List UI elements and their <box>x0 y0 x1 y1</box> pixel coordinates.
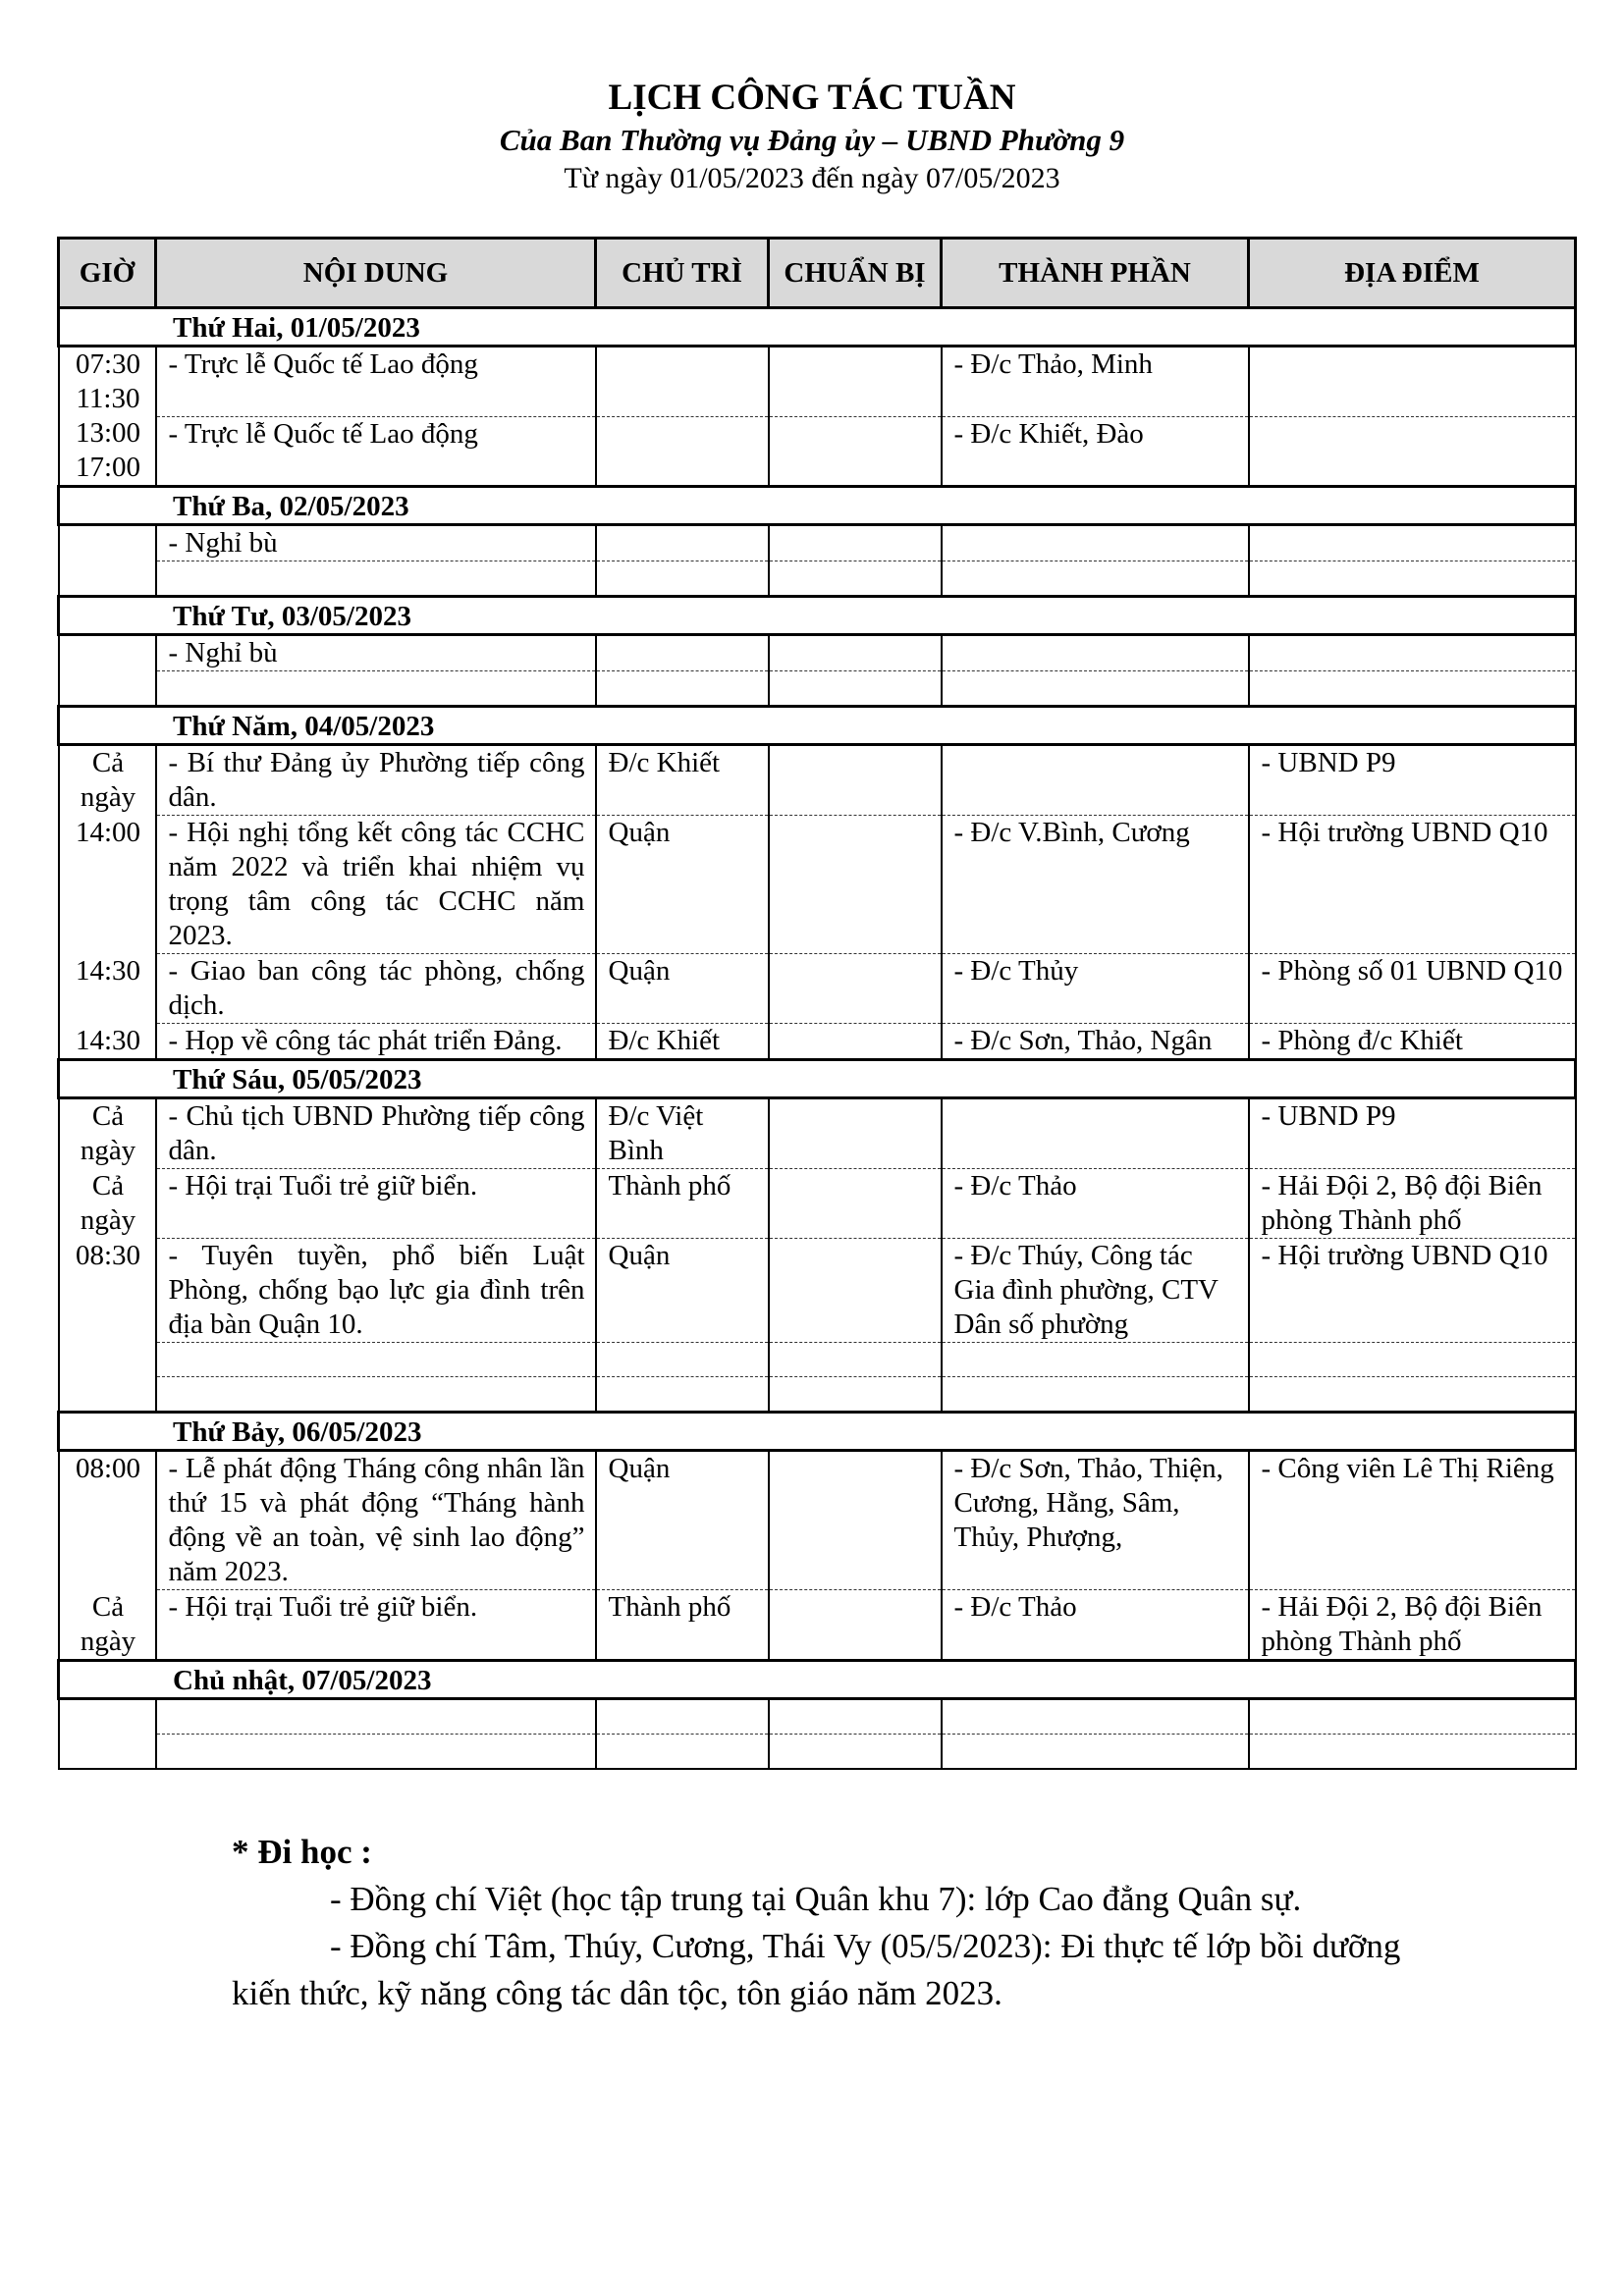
time-cell: Cả ngày <box>59 1590 156 1661</box>
table-row <box>59 347 1576 417</box>
page-title: LỊCH CÔNG TÁC TUẦN <box>608 78 1016 118</box>
location-cell <box>1249 561 1576 597</box>
location-cell <box>1249 347 1576 417</box>
day-label: Thứ Bảy, 06/05/2023 <box>59 1413 1576 1451</box>
table-row <box>59 525 1576 561</box>
table-row <box>59 745 1576 816</box>
location-cell: - Công viên Lê Thị Riêng <box>1249 1451 1576 1590</box>
col-header-participants: THÀNH PHẦN <box>942 239 1249 308</box>
time-cell <box>59 561 156 597</box>
location-cell <box>1249 1735 1576 1770</box>
table-row <box>59 671 1576 707</box>
table-row <box>59 816 1576 954</box>
participants-cell <box>942 1735 1249 1770</box>
schedule-table <box>57 237 1577 1770</box>
time-cell: 14:30 <box>59 954 156 1024</box>
content-cell: - Hội trại Tuổi trẻ giữ biển. <box>156 1590 596 1661</box>
time-cell: 08:00 <box>59 1451 156 1590</box>
location-cell: - Hội trường UBND Q10 <box>1249 1239 1576 1343</box>
day-header-row <box>59 1661 1576 1699</box>
location-cell <box>1249 1699 1576 1735</box>
prepare-cell <box>769 1024 942 1060</box>
col-header-location: ĐỊA ĐIỂM <box>1249 239 1576 308</box>
table-row <box>59 1699 1576 1735</box>
table-row <box>59 954 1576 1024</box>
table-row <box>59 561 1576 597</box>
prepare-cell <box>769 1735 942 1770</box>
participants-cell <box>942 745 1249 816</box>
content-cell <box>156 1735 596 1770</box>
day-header-row <box>59 707 1576 745</box>
participants-cell <box>942 1343 1249 1377</box>
time-cell: 07:30 11:30 <box>59 347 156 417</box>
table-row <box>59 1169 1576 1239</box>
chair-cell <box>596 1377 769 1413</box>
content-cell: - Lễ phát động Tháng công nhân lần thứ 15 và phát động “Tháng hành động về an toàn, vệ sinh lao động” năm 2023. <box>156 1451 596 1590</box>
table-row <box>59 1735 1576 1770</box>
participants-cell <box>942 561 1249 597</box>
day-header-row <box>59 1413 1576 1451</box>
time-cell: Cả ngày <box>59 745 156 816</box>
time-cell: 13:00 17:00 <box>59 416 156 487</box>
location-cell: - Phòng số 01 UBND Q10 <box>1249 954 1576 1024</box>
content-cell: - Trực lễ Quốc tế Lao động <box>156 347 596 417</box>
col-header-chair: CHỦ TRÌ <box>596 239 769 308</box>
content-cell: - Hội trại Tuổi trẻ giữ biển. <box>156 1169 596 1239</box>
prepare-cell <box>769 1098 942 1169</box>
day-label: Thứ Hai, 01/05/2023 <box>59 308 1576 347</box>
location-cell <box>1249 671 1576 707</box>
chair-cell: Quận <box>596 1239 769 1343</box>
table-row <box>59 1343 1576 1377</box>
chair-cell <box>596 1699 769 1735</box>
location-cell <box>1249 416 1576 487</box>
table-row <box>59 416 1576 487</box>
participants-cell: - Đ/c Thủy <box>942 954 1249 1024</box>
time-cell <box>59 1735 156 1770</box>
content-cell: - Hội nghị tổng kết công tác CCHC năm 2022 và triển khai nhiệm vụ trọng tâm công tác CCHC năm 2023. <box>156 816 596 954</box>
table-row <box>59 1024 1576 1060</box>
note-line: - Đồng chí Tâm, Thúy, Cương, Thái Vy (05/5/2023): Đi thực tế lớp bồi dưỡng kiến thức, kỹ năng công tác dân tộc, tôn giáo năm 2023. <box>232 1927 1401 2012</box>
content-cell <box>156 1699 596 1735</box>
prepare-cell <box>769 1377 942 1413</box>
prepare-cell <box>769 1590 942 1661</box>
location-cell <box>1249 635 1576 671</box>
col-header-content: NỘI DUNG <box>156 239 596 308</box>
location-cell: - UBND P9 <box>1249 1098 1576 1169</box>
content-cell <box>156 1343 596 1377</box>
prepare-cell <box>769 1239 942 1343</box>
time-cell: 14:30 <box>59 1024 156 1060</box>
prepare-cell <box>769 816 942 954</box>
chair-cell <box>596 1343 769 1377</box>
chair-cell: Đ/c Việt Bình <box>596 1098 769 1169</box>
prepare-cell <box>769 1451 942 1590</box>
participants-cell <box>942 635 1249 671</box>
location-cell: - Hội trường UBND Q10 <box>1249 816 1576 954</box>
chair-cell <box>596 671 769 707</box>
day-label: Thứ Năm, 04/05/2023 <box>59 707 1576 745</box>
time-cell <box>59 1377 156 1413</box>
day-header-row <box>59 308 1576 347</box>
chair-cell: Đ/c Khiết <box>596 1024 769 1060</box>
content-cell: - Trực lễ Quốc tế Lao động <box>156 416 596 487</box>
prepare-cell <box>769 1169 942 1239</box>
content-cell <box>156 1377 596 1413</box>
content-cell <box>156 671 596 707</box>
content-cell: - Nghỉ bù <box>156 525 596 561</box>
time-cell <box>59 635 156 671</box>
chair-cell: Quận <box>596 954 769 1024</box>
chair-cell <box>596 525 769 561</box>
chair-cell: Quận <box>596 1451 769 1590</box>
location-cell: - Hải Đội 2, Bộ đội Biên phòng Thành phố <box>1249 1169 1576 1239</box>
participants-cell: - Đ/c V.Bình, Cương <box>942 816 1249 954</box>
chair-cell <box>596 347 769 417</box>
table-row <box>59 1590 1576 1661</box>
page-subtitle: Của Ban Thường vụ Đảng ủy – UBND Phường 9 <box>499 123 1125 157</box>
chair-cell: Đ/c Khiết <box>596 745 769 816</box>
location-cell: - UBND P9 <box>1249 745 1576 816</box>
time-cell <box>59 1699 156 1735</box>
day-label: Thứ Tư, 03/05/2023 <box>59 597 1576 635</box>
content-cell <box>156 561 596 597</box>
time-cell: 08:30 <box>59 1239 156 1343</box>
date-range: Từ ngày 01/05/2023 đến ngày 07/05/2023 <box>564 162 1060 194</box>
prepare-cell <box>769 1699 942 1735</box>
schedule-body <box>59 308 1576 1770</box>
location-cell <box>1249 1343 1576 1377</box>
prepare-cell <box>769 671 942 707</box>
time-cell: Cả ngày <box>59 1098 156 1169</box>
prepare-cell <box>769 635 942 671</box>
table-row <box>59 635 1576 671</box>
content-cell: - Bí thư Đảng ủy Phường tiếp công dân. <box>156 745 596 816</box>
location-cell: - Hải Đội 2, Bộ đội Biên phòng Thành phố <box>1249 1590 1576 1661</box>
location-cell <box>1249 1377 1576 1413</box>
table-header-row <box>59 239 1576 308</box>
note-line: - Đồng chí Việt (học tập trung tại Quân khu 7): lớp Cao đẳng Quân sự. <box>330 1880 1302 1918</box>
col-header-prepare: CHUẨN BỊ <box>769 239 942 308</box>
table-row <box>59 1098 1576 1169</box>
prepare-cell <box>769 347 942 417</box>
chair-cell <box>596 635 769 671</box>
chair-cell: Thành phố <box>596 1169 769 1239</box>
prepare-cell <box>769 1343 942 1377</box>
participants-cell: - Đ/c Thảo <box>942 1169 1249 1239</box>
participants-cell <box>942 1098 1249 1169</box>
content-cell: - Tuyên tuyền, phổ biến Luật Phòng, chống bạo lực gia đình trên địa bàn Quận 10. <box>156 1239 596 1343</box>
content-cell: - Chủ tịch UBND Phường tiếp công dân. <box>156 1098 596 1169</box>
notes-section <box>232 1829 1449 2017</box>
chair-cell <box>596 561 769 597</box>
day-label: Thứ Sáu, 05/05/2023 <box>59 1060 1576 1098</box>
participants-cell <box>942 525 1249 561</box>
time-cell: 14:00 <box>59 816 156 954</box>
prepare-cell <box>769 954 942 1024</box>
day-header-row <box>59 597 1576 635</box>
participants-cell <box>942 1377 1249 1413</box>
time-cell <box>59 1343 156 1377</box>
day-header-row <box>59 487 1576 525</box>
day-label: Thứ Ba, 02/05/2023 <box>59 487 1576 525</box>
content-cell: - Họp về công tác phát triển Đảng. <box>156 1024 596 1060</box>
table-row <box>59 1451 1576 1590</box>
table-row <box>59 1377 1576 1413</box>
col-header-time: GIỜ <box>59 239 156 308</box>
time-cell <box>59 525 156 561</box>
time-cell <box>59 671 156 707</box>
location-cell <box>1249 525 1576 561</box>
chair-cell <box>596 1735 769 1770</box>
table-row <box>59 1239 1576 1343</box>
content-cell: - Nghỉ bù <box>156 635 596 671</box>
chair-cell <box>596 416 769 487</box>
chair-cell: Quận <box>596 816 769 954</box>
prepare-cell <box>769 745 942 816</box>
participants-cell: - Đ/c Thảo <box>942 1590 1249 1661</box>
day-label: Chủ nhật, 07/05/2023 <box>59 1661 1576 1699</box>
prepare-cell <box>769 416 942 487</box>
participants-cell: - Đ/c Sơn, Thảo, Thiện, Cương, Hằng, Sâm, Thủy, Phượng, <box>942 1451 1249 1590</box>
prepare-cell <box>769 561 942 597</box>
chair-cell: Thành phố <box>596 1590 769 1661</box>
notes-heading: * Đi học : <box>232 1833 372 1871</box>
prepare-cell <box>769 525 942 561</box>
time-cell: Cả ngày <box>59 1169 156 1239</box>
participants-cell: - Đ/c Khiết, Đào <box>942 416 1249 487</box>
participants-cell <box>942 1699 1249 1735</box>
participants-cell: - Đ/c Thúy, Công tác Gia đình phường, CTV Dân số phường <box>942 1239 1249 1343</box>
participants-cell: - Đ/c Thảo, Minh <box>942 347 1249 417</box>
day-header-row <box>59 1060 1576 1098</box>
participants-cell: - Đ/c Sơn, Thảo, Ngân <box>942 1024 1249 1060</box>
location-cell: - Phòng đ/c Khiết <box>1249 1024 1576 1060</box>
participants-cell <box>942 671 1249 707</box>
content-cell: - Giao ban công tác phòng, chống dịch. <box>156 954 596 1024</box>
